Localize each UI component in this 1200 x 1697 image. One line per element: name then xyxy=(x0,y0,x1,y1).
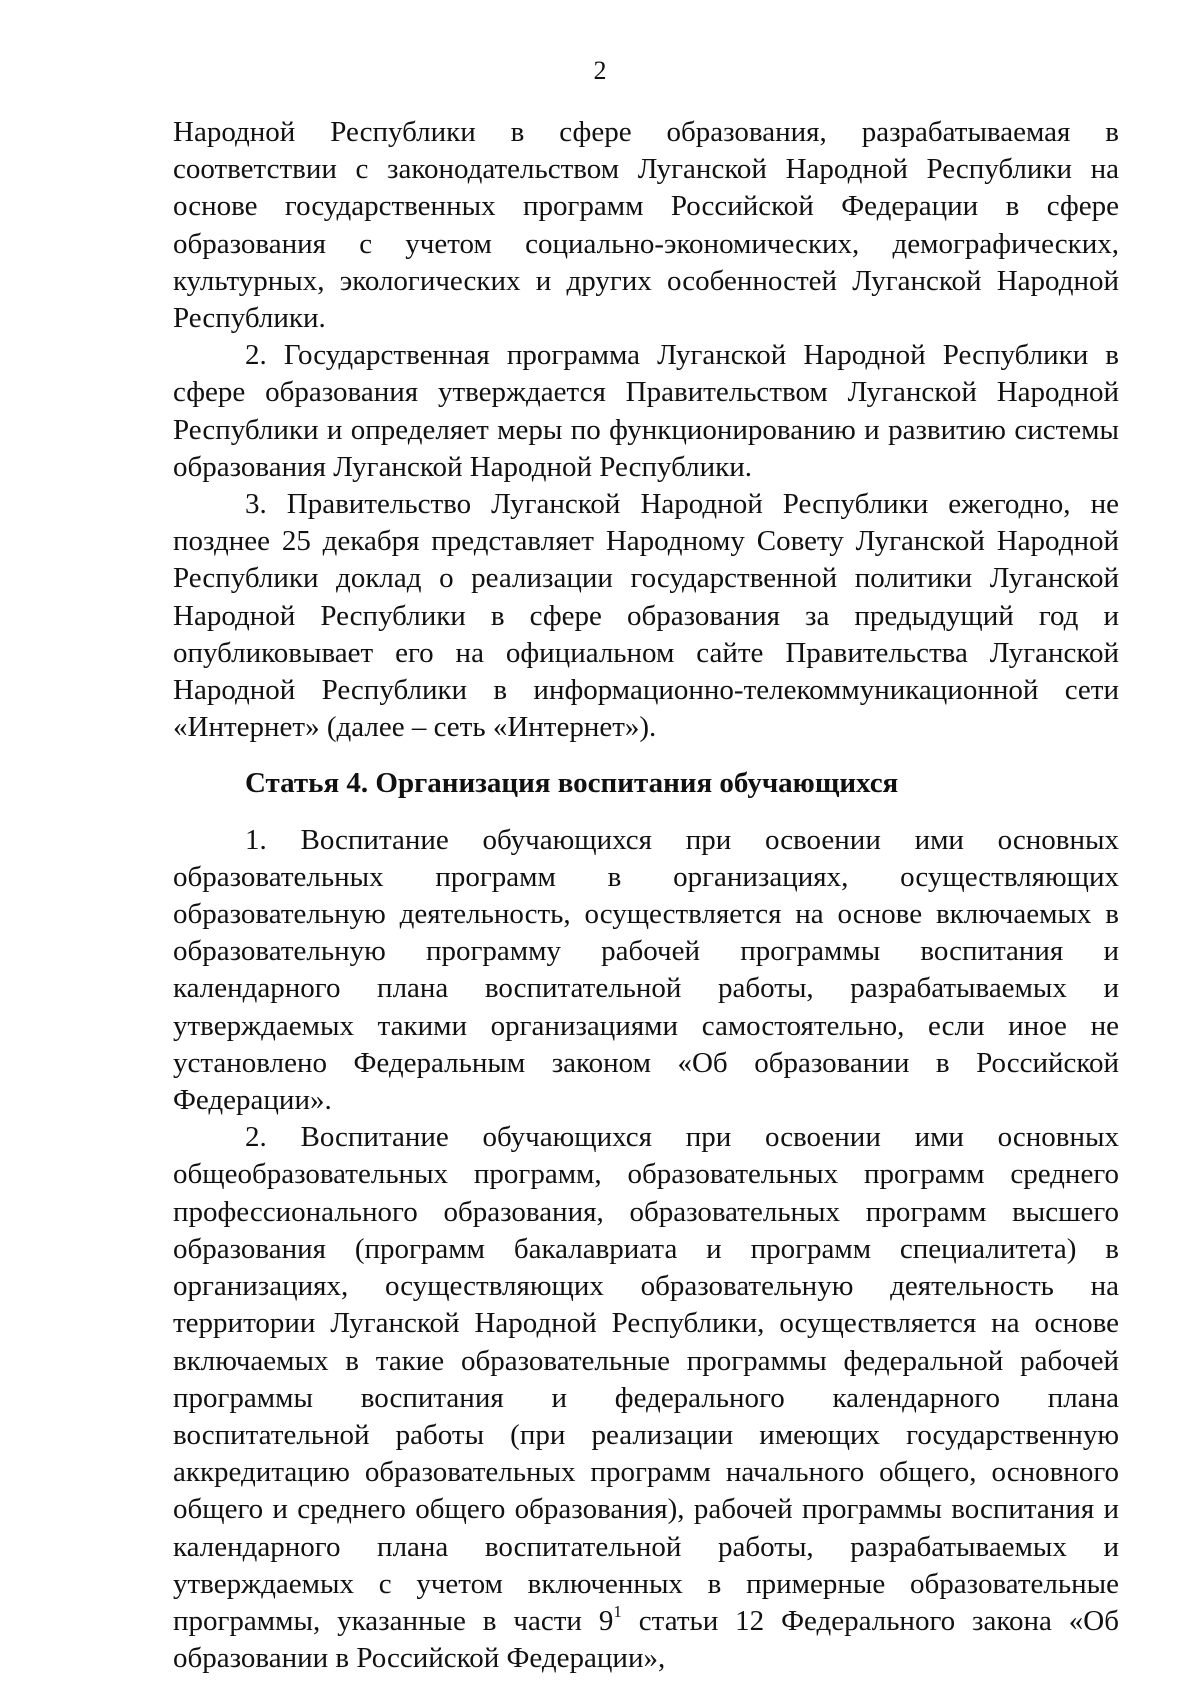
page-number: 2 xyxy=(593,56,607,85)
paragraph-continuation: Народной Республики в сфере образования, разрабатываемая в соответствии с законодательством Луганской Народной Республики на основе государственных программ Российской Федерации в сфере образования с учетом социально-экономических, демографических, культурных, экологических и других особенностей Луганской Народной Республики. xyxy=(173,116,1119,335)
article-paragraph-2-text: 2. Воспитание обучающихся при освоении ими основных общеобразовательных программ, образовательных программ среднего профессионального образования, образовательных программ высшего образования (программ бакалавриата и программ специалитета) в организациях, осуществляющих образовательную деятельность на территории Луганской Народной Республики, осуществляется на основе включаемых в такие образовательные программы федеральной рабочей программы воспитания и федерального календарного плана воспитательной работы (при реализации имеющих государственную аккредитацию образовательных программ начального общего, основного общего и среднего общего образования), рабочей программы воспитания и календарного плана воспитательной работы, разрабатываемых и утверждаемых с учетом включенных в примерные образовательные программы, указанные в части 9 xyxy=(173,1121,1119,1637)
document-body xyxy=(173,114,1119,1677)
article-paragraph-2-tail: статьи 12 Федерального закона «Об образовании в Российской Федерации», xyxy=(173,1604,1119,1675)
article-paragraph-1: 1. Воспитание обучающихся при освоении ими основных образовательных программ в организациях, осуществляющих образовательную деятельность, осуществляется на основе включаемых в образовательную программу рабочей программы воспитания и календарного плана воспитательной работы, разрабатываемых и утверждаемых такими организациями самостоятельно, если иное не установлено Федеральным законом «Об образовании в Российской Федерации». xyxy=(173,823,1119,1117)
article-paragraph-2 xyxy=(173,1119,1119,1677)
paragraph-2: 2. Государственная программа Луганской Народной Республики в сфере образования утверждается Правительством Луганской Народной Республики и определяет меры по функционированию и развитию системы образования Луганской Народной Республики. xyxy=(173,339,1119,483)
paragraph-3: 3. Правительство Луганской Народной Республики ежегодно, не позднее 25 декабря представляет Народному Совету Луганской Народной Республики доклад о реализации государственной политики Луганской Народной Республики в сфере образования за предыдущий год и опубликовывает его на официальном сайте Правительства Луганской Народной Республики в информационно-телекоммуникационной сети «Интернет» (далее – сеть «Интернет»). xyxy=(173,488,1119,744)
article-heading: Статья 4. Организация воспитания обучающихся xyxy=(245,767,899,800)
superscript-index: 1 xyxy=(613,1601,622,1621)
